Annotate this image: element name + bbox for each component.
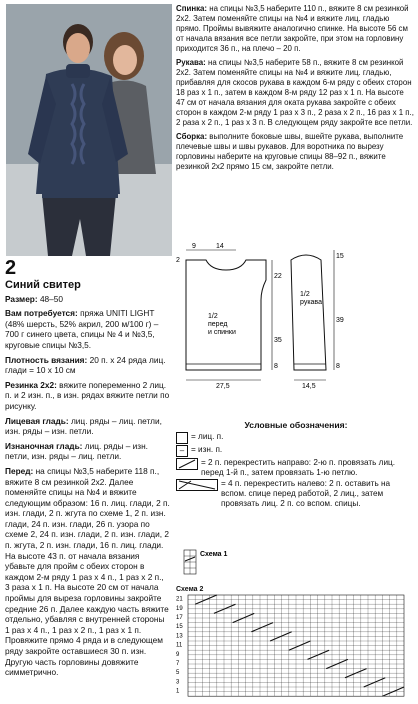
legend-item-knit xyxy=(176,432,416,444)
stockinette-paragraph xyxy=(5,416,170,437)
dim-left-side: 2 xyxy=(176,257,180,264)
row-label: 3 xyxy=(176,679,180,686)
row-label: 19 xyxy=(176,605,183,612)
row-label: 13 xyxy=(176,633,183,640)
dim-22: 22 xyxy=(274,273,282,280)
right-column xyxy=(176,4,414,176)
sleeve-dim-39: 39 xyxy=(336,317,344,324)
sleeve-dim-8: 8 xyxy=(336,363,340,370)
legend-item-cross-right xyxy=(176,458,416,478)
legend-text-cross-left: = 4 п. перекрестить налево: 2 п. оставить на вспом. спице перед работой, 2 лиц., затем провязать лиц. 2 п. со вспом. спицы. xyxy=(221,479,391,508)
back-paragraph xyxy=(176,4,414,54)
front-label: Перед: xyxy=(5,465,34,476)
pattern-number: 2 xyxy=(5,257,17,279)
dim-top-left: 9 xyxy=(192,243,196,250)
sleeves-text: на спицы №3,5 наберите 58 п., вяжите 8 см резинкой 2х2. Затем поменяйте спицы на №4 и вяжите лиц. гладью, прибавляя для скосов рукава в каждом 6-м ряду с обеих сторон 18 раз х 1 п., затем в каждом 8-м ряду 12 раз х 1 п. На высоте 47 см от начала вязания для оката рукава закройте с обеих сторон в каждом 2-м ряду 1 раз х 3 п., 2 раза х 2 п., 16 раз х 1 п., 2 раза х 2 п., 1 раз х 3 п. В следующем ряду закройте все петли. xyxy=(176,58,414,127)
materials-label: Вам потребуется: xyxy=(5,308,78,319)
row-label: 5 xyxy=(176,670,180,677)
purl-symbol-icon: – xyxy=(176,445,188,457)
back-text: на спицы №3,5 наберите 110 п., вяжите 8 см резинкой 2х2. Затем поменяйте спицы на №4 и вяжите лиц. гладью прямо. Проймы вывяжите аналогично спинке. На высоте 56 см от начала вязания все петли закройте, при этом на горловину приходится 36 п., на плечо – 20 п. xyxy=(176,4,409,53)
row-label: 17 xyxy=(176,615,183,621)
density-label: Плотность вязания: xyxy=(5,354,88,365)
assembly-text: выполните боковые швы, вшейте рукава, выполните плечевые швы и швы рукавов. Для воротника по вырезу горловины наберите на круговые спицы 88–92 п., вяжите резинкой 2х2 прямо 15 см, закройте петли. xyxy=(176,132,404,171)
row-label: 15 xyxy=(176,624,183,631)
materials-paragraph xyxy=(5,308,170,350)
rib-text: вяжите попеременно 2 лиц. п. и 2 изн. п., в изн. рядах вяжите петли по рисунку. xyxy=(5,379,170,411)
row-label: 21 xyxy=(176,596,183,603)
pattern-title: Синий свитер xyxy=(5,279,81,291)
legend-item-purl xyxy=(176,445,416,457)
scheme-2-chart xyxy=(176,586,414,704)
density-text: 20 п. х 24 ряда лиц. глади = 10 х 10 см xyxy=(5,354,166,376)
knit-symbol-icon xyxy=(176,432,188,444)
body-label-2: перед xyxy=(208,321,228,328)
body-label-1: 1/2 xyxy=(208,313,218,320)
cross-left-symbol-icon xyxy=(176,479,218,491)
reverse-label: Изнаночная гладь: xyxy=(5,440,83,451)
dim-8: 8 xyxy=(274,363,278,370)
materials-text: пряжа UNITI LIGHT (48% шерсть, 52% акрил, 200 м/100 г) – 700 г синего цвета, спицы № 4 и №3,5, круговые спицы №3,5. xyxy=(5,308,159,350)
legend-text-knit: = лиц. п. xyxy=(191,432,224,441)
back-label: Спинка: xyxy=(176,4,208,13)
sleeve-bottom-dim: 14,5 xyxy=(302,383,316,390)
density-paragraph xyxy=(5,355,170,376)
rib-label: Резинка 2х2: xyxy=(5,379,57,390)
sleeves-label: Рукава: xyxy=(176,58,206,67)
dim-35: 35 xyxy=(274,337,282,344)
cross-right-symbol-icon xyxy=(176,458,198,470)
scheme-1-caption: Схема 1 xyxy=(200,551,228,558)
sleeves-paragraph xyxy=(176,58,414,128)
sleeve-dim-15: 15 xyxy=(336,253,344,260)
assembly-label: Сборка: xyxy=(176,132,208,141)
left-column xyxy=(5,258,170,682)
legend-text-cross-right: = 2 п. перекрестить направо: 2-ю п. провязать лиц. перед 1-й п., затем провязать 1-ю петлю. xyxy=(201,458,395,477)
stockinette-text: лиц. ряды – лиц. петли, изн. ряды – изн. петли. xyxy=(5,415,162,437)
assembly-paragraph xyxy=(176,132,414,172)
legend-item-cross-left xyxy=(176,479,416,509)
scheme-2-caption: Схема 2 xyxy=(176,586,204,593)
model-photo xyxy=(6,4,172,256)
body-label-3: и спинки xyxy=(208,329,236,336)
size-label: Размер: xyxy=(5,293,38,304)
legend-header: Условные обозначения: xyxy=(244,420,348,430)
scheme-1-chart xyxy=(182,548,242,583)
dim-top-right: 14 xyxy=(216,243,224,250)
row-label: 9 xyxy=(176,651,180,658)
size-text: 48–50 xyxy=(37,293,64,304)
legend xyxy=(176,420,416,510)
dim-width: 27,5 xyxy=(216,383,230,390)
row-label: 7 xyxy=(176,661,180,667)
reverse-paragraph xyxy=(5,441,170,462)
sleeve-label-1: 1/2 xyxy=(300,291,310,298)
reverse-text: лиц. ряды – изн. петли, изн. ряды – лиц. петли. xyxy=(5,440,148,462)
legend-text-purl: = изн. п. xyxy=(191,445,223,454)
row-label: 1 xyxy=(176,688,180,695)
size-paragraph xyxy=(5,294,170,305)
scheme-2-grid xyxy=(176,593,414,699)
sleeve-label-2: рукава xyxy=(300,299,322,306)
garment-schematic xyxy=(176,240,416,390)
row-label: 11 xyxy=(176,642,183,649)
stockinette-label: Лицевая гладь: xyxy=(5,415,69,426)
rib-paragraph xyxy=(5,380,170,412)
front-text: на спицы №3,5 наберите 118 п., вяжите 8 см резинкой 2х2. Далее поменяйте спицы на №4 и вяжите следующим образом: 16 п. лиц. глади, 2 п. изн. глади, 2 п. жгута по схеме 1, 2 п. изн. глади, 24 п. изн. глади, 26 п. узора по схеме 2, 24 п. изн. глади, 2 п. изн. глади, 2 п. жгута, 2 п. изн. глади, 16 п. лиц. глади. На высоте 43 п. от начала вязания убавьте для пройм с обеих сторон в каждом 2-м ряду 1 раз х 4 п., 1 раз х 2 п., 3 раза х 1 п. На высоте 20 см от начала проймы для выреза горловины закройте средние 26 п. Далее каждую часть вяжите отдельно, убавляя с внутренней стороны 1 раз х 4 п., 1 раз х 2 п., 1 раз х 1 п. Провяжите прямо 4 ряда и в следующем ряду закройте оставшиеся 30 п. изн. Другую часть горловины довяжите симметрично. xyxy=(5,465,170,678)
front-paragraph xyxy=(5,466,170,678)
